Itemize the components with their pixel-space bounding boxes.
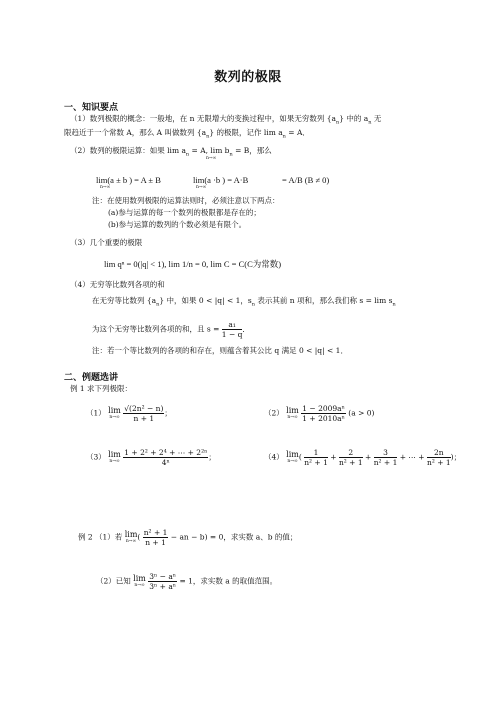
section-heading-examples: 二、例题选讲: [64, 373, 119, 383]
sum-fraction: $\frac{\text{a₁}}{1 - q}$: [221, 320, 243, 339]
note-b: (b)参与运算的数列的个数必须是有限个。: [108, 220, 247, 229]
lim-subscript: n→∞: [100, 185, 111, 190]
example-2-part-1: 例 2 （1）若 lim n→∞ ( $\frac{\text{n² + 1}}{n + 1}$ − an − b) = 0，求实数 a、b 的值；: [78, 528, 298, 547]
limit-rule-sum: lim(a ± b ) = A ± B: [96, 175, 161, 185]
example-1-heading: 例 1 求下列极限：: [70, 384, 133, 393]
page-title: 数列的极限: [214, 70, 282, 85]
concept-line-1: （1）数列极限的概念：一般地，在 n 无限增大的变换过程中，如果无穷数列 $\{a_n\}$ 中的 $a_n$ 无: [70, 114, 382, 126]
important-limits-formula: lim qⁿ = 0(|q| < 1), lim 1/n = 0, lim C = C(C为常数): [104, 259, 282, 269]
concept-line-2: 限趋近于一个常数 A，那么 A 叫做数列 $\{a_n\}$ 的极限，记作 $\lim a_n = A$．: [64, 128, 310, 140]
lim-operator: lim n→∞: [286, 449, 299, 464]
lim-subscript: n→∞: [206, 156, 217, 161]
example-1-q2: （2） lim n→∞ $\frac{\text{1 − 2009aⁿ}}{\text{1 + 2010aⁿ}}$ (a > 0): [264, 404, 375, 423]
geometric-sum-line-1: 在无穷等比数列 $\{a_n\}$ 中，如果 0 < |q| < 1，$s_n$ 表示其前 n 项和，那么我们称 $s = \lim s_n$: [92, 296, 396, 308]
note-rules: 注：在使用数列极限的运算法则时，必须注意以下两点：: [92, 196, 280, 205]
lim-operator: lim n→∞: [108, 449, 121, 464]
geometric-sum-line-2: 为这个无穷等比数列各项的和，且 s = $\frac{\text{a₁}}{1 - q}$ ．: [92, 320, 250, 339]
limit-rule-quotient: = A/B (B ≠ 0): [282, 175, 330, 185]
lim-subscript: n→∞: [196, 185, 207, 190]
lim-operator: lim n→∞: [286, 405, 299, 420]
example-1-q1: （1） lim n→∞ $\frac{\text{√(2n² − n)}}{n + 1}$ ；: [86, 404, 172, 423]
operation-intro: （2）数列的极限运算：如果 $\lim a_n = A$, $\lim b_n = B$，那么: [70, 146, 272, 158]
section-heading-knowledge: 一、知识要点: [64, 103, 119, 113]
note-a: (a)参与运算的每一个数列的极限都是存在的；: [108, 208, 261, 217]
geometric-sum-note: 注：若一个等比数列的各项的和存在，则蕴含着其公比 q 满足 0 < |q| < 1．: [92, 346, 348, 355]
example-2-part-2: （2）已知 lim n→∞ $\frac{\text{3ⁿ − aⁿ}}{\text{3ⁿ + aⁿ}}$ = 1，求实数 a 的取值范围。: [96, 572, 278, 591]
important-limits-heading: （3）几个重要的极限: [70, 238, 143, 247]
limit-rule-product: lim(a ·b ) = A·B: [193, 175, 249, 185]
lim-operator: lim n→∞: [108, 405, 121, 420]
lim-operator: lim n→∞: [124, 529, 138, 544]
lim-operator: lim n→∞: [133, 573, 146, 588]
example-1-q4: （4） lim n→∞ ( $\frac{1}{\text{n² + 1}}$ + $\frac{2}{\text{n² + 1}}$ + $\frac{3}{\text{n² + 1}}$ + ⋯ + $\frac{2n}{\text{n² + 1}}$ )；: [264, 448, 462, 467]
example-1-q3: （3） lim n→∞ $\frac{\text{1 + 2² + 2⁴ + ⋯ + 2²ⁿ}}{\text{4ⁿ}}$ ；: [86, 448, 216, 467]
geometric-sum-heading: （4）无穷等比数列各项的和: [70, 280, 165, 289]
